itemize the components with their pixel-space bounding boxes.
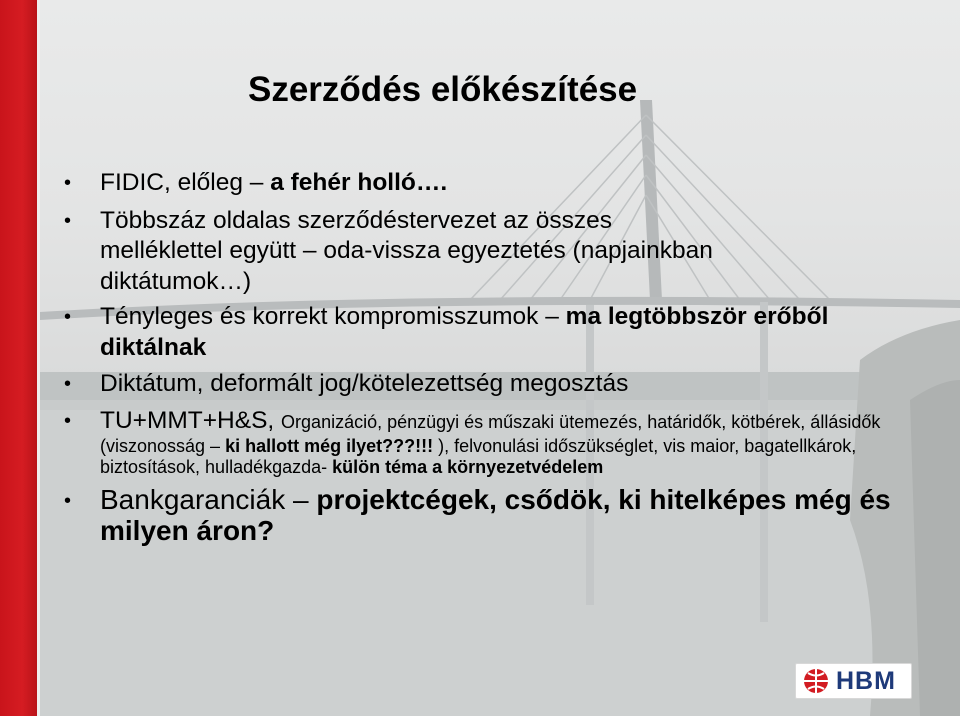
red-side-bar <box>0 0 37 716</box>
bullet-dot-icon: • <box>64 209 72 232</box>
bullet-text: Diktátum, deformált jog/kötelezettség megosztás <box>100 370 629 397</box>
bullet-list <box>60 168 930 546</box>
bullet-text-bold: ma legtöbbször erőből diktálnak <box>100 303 829 361</box>
bullet-text-bold: ki hallott még ilyet???!!! <box>225 436 434 456</box>
bullet-item <box>60 484 930 546</box>
bullet-text: Bankgaranciák – <box>100 484 317 515</box>
bullet-text-bold: a fehér holló…. <box>270 169 448 196</box>
bullet-lead-text: TU+MMT+H&S, <box>100 406 282 434</box>
bullet-item <box>60 168 930 199</box>
bullet-text: FIDIC, előleg – <box>100 169 271 196</box>
bullet-text-bold: projektcégek, csődök, ki hitelképes még és milyen áron? <box>100 484 891 546</box>
bullet-dot-icon: • <box>64 490 72 512</box>
globe-icon <box>802 668 830 694</box>
hbm-logo <box>795 663 912 699</box>
bullet-text: Tényleges és korrekt kompromisszumok – <box>100 303 566 330</box>
bullet-dot-icon: • <box>64 409 72 432</box>
bullet-item <box>60 206 930 298</box>
bullet-item <box>60 406 930 479</box>
bullet-item <box>60 302 930 363</box>
bullet-text: Organizáció, pénzügyi és műszaki ütemezés, határidők, kötbérek, állásidők (viszonosság – <box>100 411 881 456</box>
bullet-dot-icon: • <box>64 306 72 328</box>
bullet-text: Többszáz oldalas szerződéstervezet az összes melléklettel együtt – oda-vissza egyeztetés (napjainkban diktátumok…) <box>100 206 713 295</box>
bullet-text-bold: külön téma a környezetvédelem <box>332 457 604 477</box>
slide-title: Szerződés előkészítése <box>248 70 638 109</box>
bullet-item <box>60 369 930 400</box>
side-bar-edge <box>37 0 40 716</box>
bullet-dot-icon: • <box>64 172 72 194</box>
hbm-logo-text: HBM <box>836 667 896 695</box>
bullet-text: ), felvonulási időszükséglet, vis maior, bagatellkárok, biztosítások, hulladékgazda- <box>100 436 857 477</box>
bullet-dot-icon: • <box>64 373 72 395</box>
